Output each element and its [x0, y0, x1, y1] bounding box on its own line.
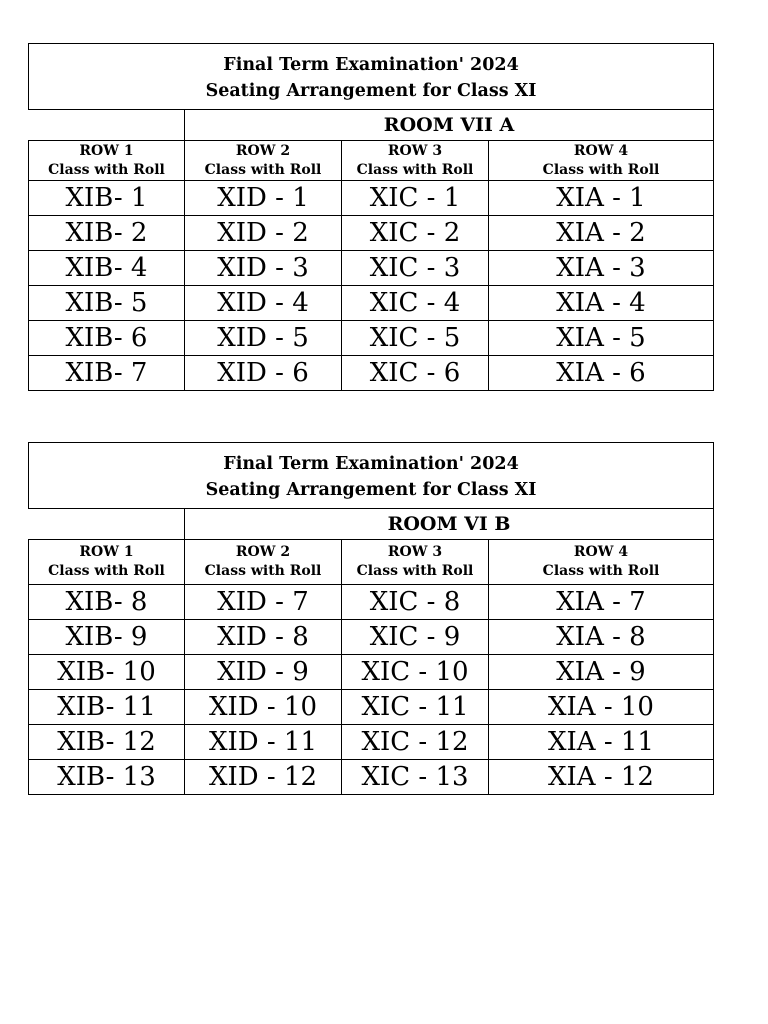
seat-cell: XID - 1 — [185, 181, 342, 216]
seat-cell: XIA - 4 — [489, 286, 714, 321]
table-row — [29, 690, 714, 725]
seat-cell: XIB- 12 — [29, 725, 185, 760]
seat-cell: XID - 4 — [185, 286, 342, 321]
seat-cell: XIB- 6 — [29, 321, 185, 356]
seat-cell: XIC - 12 — [342, 725, 489, 760]
column-header-label: ROW 3 — [387, 142, 443, 159]
column-header-label: ROW 1 — [79, 142, 134, 159]
seat-cell: XID - 10 — [185, 690, 342, 725]
seat-cell: XIA - 7 — [489, 585, 714, 620]
seat-cell: XID - 8 — [185, 620, 342, 655]
seat-cell: XID - 11 — [185, 725, 342, 760]
column-header-sublabel: Class with Roll — [204, 161, 322, 178]
room-name: ROOM VI B — [185, 509, 714, 540]
seat-cell: XIC - 4 — [342, 286, 489, 321]
seat-cell: XIA - 11 — [489, 725, 714, 760]
table-row — [29, 251, 714, 286]
column-header-sublabel: Class with Roll — [356, 563, 474, 579]
seating-table-room-2 — [28, 442, 714, 795]
sheet-title — [29, 44, 714, 110]
column-header-label: ROW 4 — [573, 142, 629, 159]
seat-cell: XIB- 1 — [29, 181, 185, 216]
seat-cell: XIA - 12 — [489, 760, 714, 795]
blank-cell — [29, 110, 185, 141]
seat-cell: XID - 6 — [185, 356, 342, 391]
blank-cell — [29, 509, 185, 540]
table-row — [29, 760, 714, 795]
seat-cell: XID - 2 — [185, 216, 342, 251]
header-row — [29, 540, 714, 585]
column-header-label: ROW 3 — [387, 544, 443, 560]
seat-cell: XIB- 10 — [29, 655, 185, 690]
column-header-label: ROW 2 — [235, 142, 291, 159]
column-header-label: ROW 2 — [235, 544, 291, 560]
seat-cell: XIB- 7 — [29, 356, 185, 391]
arrangement-subtitle: Seating Arrangement for Class XI — [205, 80, 537, 101]
column-header-row-2 — [185, 540, 342, 585]
seat-cell: XIC - 6 — [342, 356, 489, 391]
table-row — [29, 321, 714, 356]
seat-cell: XIB- 9 — [29, 620, 185, 655]
column-header-sublabel: Class with Roll — [542, 563, 660, 579]
seat-cell: XIC - 2 — [342, 216, 489, 251]
seat-cell: XIA - 10 — [489, 690, 714, 725]
column-header-row-2 — [185, 141, 342, 181]
header-row — [29, 141, 714, 181]
column-header-label: ROW 1 — [79, 544, 134, 560]
seat-cell: XIA - 3 — [489, 251, 714, 286]
seat-cell: XID - 5 — [185, 321, 342, 356]
seat-cell: XIC - 8 — [342, 585, 489, 620]
seating-table-room-1 — [28, 43, 714, 391]
seat-cell: XID - 12 — [185, 760, 342, 795]
table-row — [29, 585, 714, 620]
seat-cell: XIC - 5 — [342, 321, 489, 356]
seat-cell: XIC - 10 — [342, 655, 489, 690]
arrangement-subtitle: Seating Arrangement for Class XI — [205, 479, 537, 500]
column-header-row-3 — [342, 540, 489, 585]
column-header-label: ROW 4 — [573, 544, 629, 560]
room-name: ROOM VII A — [185, 110, 714, 141]
column-header-sublabel: Class with Roll — [48, 161, 165, 178]
seat-cell: XIC - 1 — [342, 181, 489, 216]
seat-cell: XIA - 5 — [489, 321, 714, 356]
column-header-sublabel: Class with Roll — [48, 563, 165, 579]
seat-cell: XID - 7 — [185, 585, 342, 620]
seat-cell: XID - 9 — [185, 655, 342, 690]
seat-cell: XIC - 11 — [342, 690, 489, 725]
room-row — [29, 110, 714, 141]
title-row — [29, 443, 714, 509]
exam-title: Final Term Examination' 2024 — [223, 453, 519, 474]
table-row — [29, 286, 714, 321]
table-row — [29, 216, 714, 251]
seat-cell: XID - 3 — [185, 251, 342, 286]
seat-cell: XIC - 3 — [342, 251, 489, 286]
seat-cell: XIA - 1 — [489, 181, 714, 216]
room-row — [29, 509, 714, 540]
column-header-row-4 — [489, 540, 714, 585]
column-header-sublabel: Class with Roll — [204, 563, 322, 579]
seat-cell: XIA - 2 — [489, 216, 714, 251]
column-header-row-4 — [489, 141, 714, 181]
table-row — [29, 356, 714, 391]
column-header-sublabel: Class with Roll — [542, 161, 660, 178]
table-row — [29, 181, 714, 216]
seat-cell: XIB- 11 — [29, 690, 185, 725]
table-row — [29, 620, 714, 655]
title-row — [29, 44, 714, 110]
seat-cell: XIA - 9 — [489, 655, 714, 690]
seat-cell: XIB- 2 — [29, 216, 185, 251]
seat-cell: XIA - 6 — [489, 356, 714, 391]
seat-cell: XIA - 8 — [489, 620, 714, 655]
seat-cell: XIC - 13 — [342, 760, 489, 795]
sheet-title — [29, 443, 714, 509]
exam-title: Final Term Examination' 2024 — [223, 54, 519, 75]
seat-cell: XIB- 4 — [29, 251, 185, 286]
column-header-row-1 — [29, 141, 185, 181]
column-header-row-1 — [29, 540, 185, 585]
table-row — [29, 655, 714, 690]
table-row — [29, 725, 714, 760]
seat-cell: XIC - 9 — [342, 620, 489, 655]
column-header-sublabel: Class with Roll — [356, 161, 474, 178]
seat-cell: XIB- 8 — [29, 585, 185, 620]
seat-cell: XIB- 13 — [29, 760, 185, 795]
column-header-row-3 — [342, 141, 489, 181]
seat-cell: XIB- 5 — [29, 286, 185, 321]
